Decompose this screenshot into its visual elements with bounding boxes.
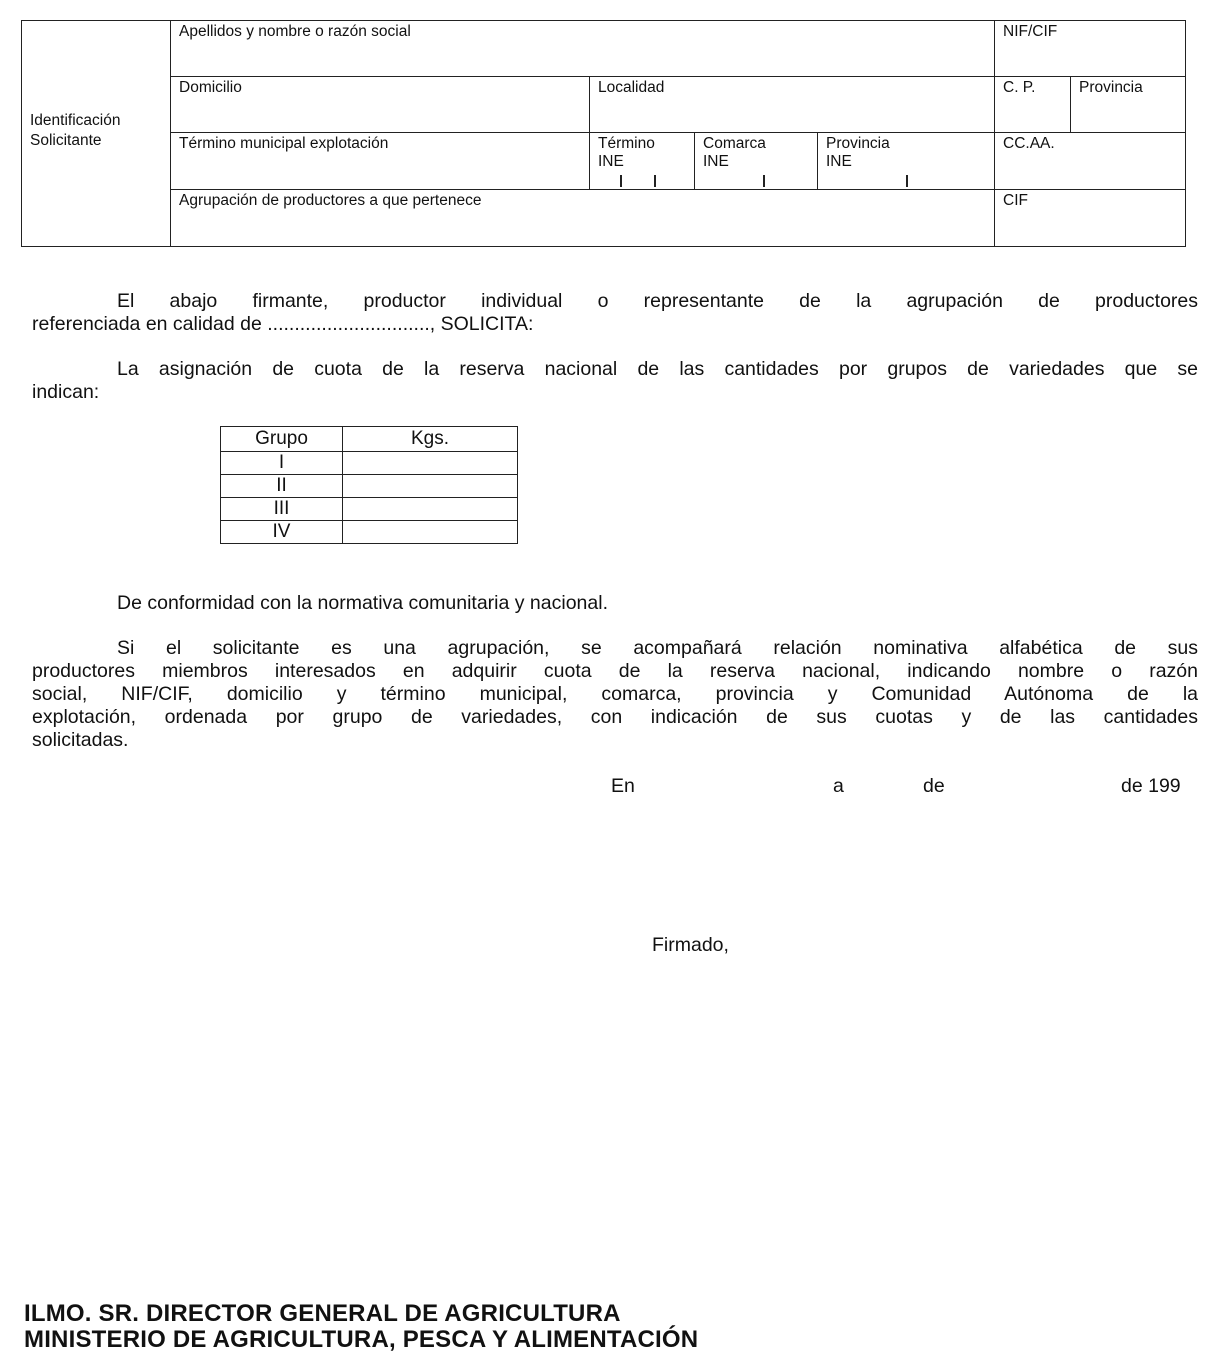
localidad-label: Localidad (598, 79, 665, 96)
addressee-line2: MINISTERIO DE AGRICULTURA, PESCA Y ALIMENTACIÓN (24, 1326, 699, 1353)
kgs-input-cell[interactable] (343, 475, 518, 498)
groups-table-header (221, 427, 518, 452)
table-row (221, 521, 518, 544)
applicant-identification-form (21, 20, 1186, 247)
kgs-input-cell[interactable] (343, 521, 518, 544)
cp-field[interactable] (994, 76, 1072, 134)
table-row (221, 475, 518, 498)
agrupacion-label: Agrupación de productores a que pertenece (179, 192, 482, 209)
domicilio-label: Domicilio (179, 79, 242, 96)
date-day-label: a (833, 775, 844, 797)
provincia-ine-label-line2: INE (826, 153, 852, 170)
table-row (221, 498, 518, 521)
grouping-paragraph-line4: explotación, ordenada por grupo de variedades, con indicación de sus cuotas y de las cantidades (32, 706, 1198, 728)
date-place-label: En (611, 775, 635, 797)
grupo-header: Grupo (221, 427, 343, 452)
localidad-field[interactable] (589, 76, 996, 134)
grupo-cell: III (221, 498, 343, 521)
digit-divider (654, 175, 656, 187)
kgs-input-cell[interactable] (343, 498, 518, 521)
kgs-header: Kgs. (343, 427, 518, 452)
apellidos-label: Apellidos y nombre o razón social (179, 23, 411, 40)
cif-field[interactable] (994, 189, 1186, 247)
comarca-ine-field[interactable] (694, 132, 819, 190)
provincia-ine-label-line1: Provincia (826, 135, 890, 152)
grupo-cell: II (221, 475, 343, 498)
grouping-paragraph-line1: Si el solicitante es una agrupación, se acompañará relación nominativa alfabética de sus (117, 637, 1198, 659)
termino-ine-label-line2: INE (598, 153, 624, 170)
termino-municipal-field[interactable] (170, 132, 591, 190)
termino-ine-label-line1: Término (598, 135, 655, 152)
date-month-label: de (923, 775, 945, 797)
provincia-ine-field[interactable] (817, 132, 996, 190)
nif-cif-field[interactable] (994, 20, 1186, 78)
agrupacion-field[interactable] (170, 189, 996, 247)
grouping-paragraph-line2: productores miembros interesados en adquirir cuota de la reserva nacional, indicando nombre o razón (32, 660, 1198, 682)
section-label-cell (21, 20, 172, 247)
digit-divider (620, 175, 622, 187)
request-paragraph-line2: referenciada en calidad de .............................., SOLICITA: (32, 313, 534, 335)
ccaa-label: CC.AA. (1003, 135, 1055, 152)
date-year-label: de 199 (1121, 775, 1181, 797)
table-row (221, 452, 518, 475)
termino-municipal-label: Término municipal explotación (179, 135, 389, 152)
kgs-input-cell[interactable] (343, 452, 518, 475)
addressee-line1: ILMO. SR. DIRECTOR GENERAL DE AGRICULTURA (24, 1300, 621, 1327)
domicilio-field[interactable] (170, 76, 591, 134)
grouping-paragraph-line5: solicitadas. (32, 729, 129, 751)
groups-table (220, 426, 518, 544)
provincia-label: Provincia (1079, 79, 1143, 96)
section-label-line1: Identificación (30, 112, 121, 129)
ccaa-field[interactable] (994, 132, 1186, 190)
digit-divider (763, 175, 765, 187)
termino-ine-field[interactable] (589, 132, 696, 190)
comarca-ine-label-line1: Comarca (703, 135, 766, 152)
request-paragraph-line1: El abajo firmante, productor individual o representante de la agrupación de productores (117, 290, 1198, 312)
grouping-paragraph-line3: social, NIF/CIF, domicilio y término municipal, comarca, provincia y Comunidad Autónoma de la (32, 683, 1198, 705)
cif-label: CIF (1003, 192, 1028, 209)
conformity-paragraph: De conformidad con la normativa comunitaria y nacional. (117, 592, 608, 614)
grupo-cell: IV (221, 521, 343, 544)
signature-label: Firmado, (652, 934, 729, 956)
apellidos-field[interactable] (170, 20, 996, 78)
digit-divider (906, 175, 908, 187)
provincia-field[interactable] (1070, 76, 1186, 134)
cp-label: C. P. (1003, 79, 1036, 96)
quota-paragraph-line2: indican: (32, 381, 100, 403)
nif-cif-label: NIF/CIF (1003, 23, 1058, 40)
quota-paragraph-line1: La asignación de cuota de la reserva nacional de las cantidades por grupos de variedades que se (117, 358, 1198, 380)
comarca-ine-label-line2: INE (703, 153, 729, 170)
grupo-cell: I (221, 452, 343, 475)
section-label-line2: Solicitante (30, 132, 102, 149)
